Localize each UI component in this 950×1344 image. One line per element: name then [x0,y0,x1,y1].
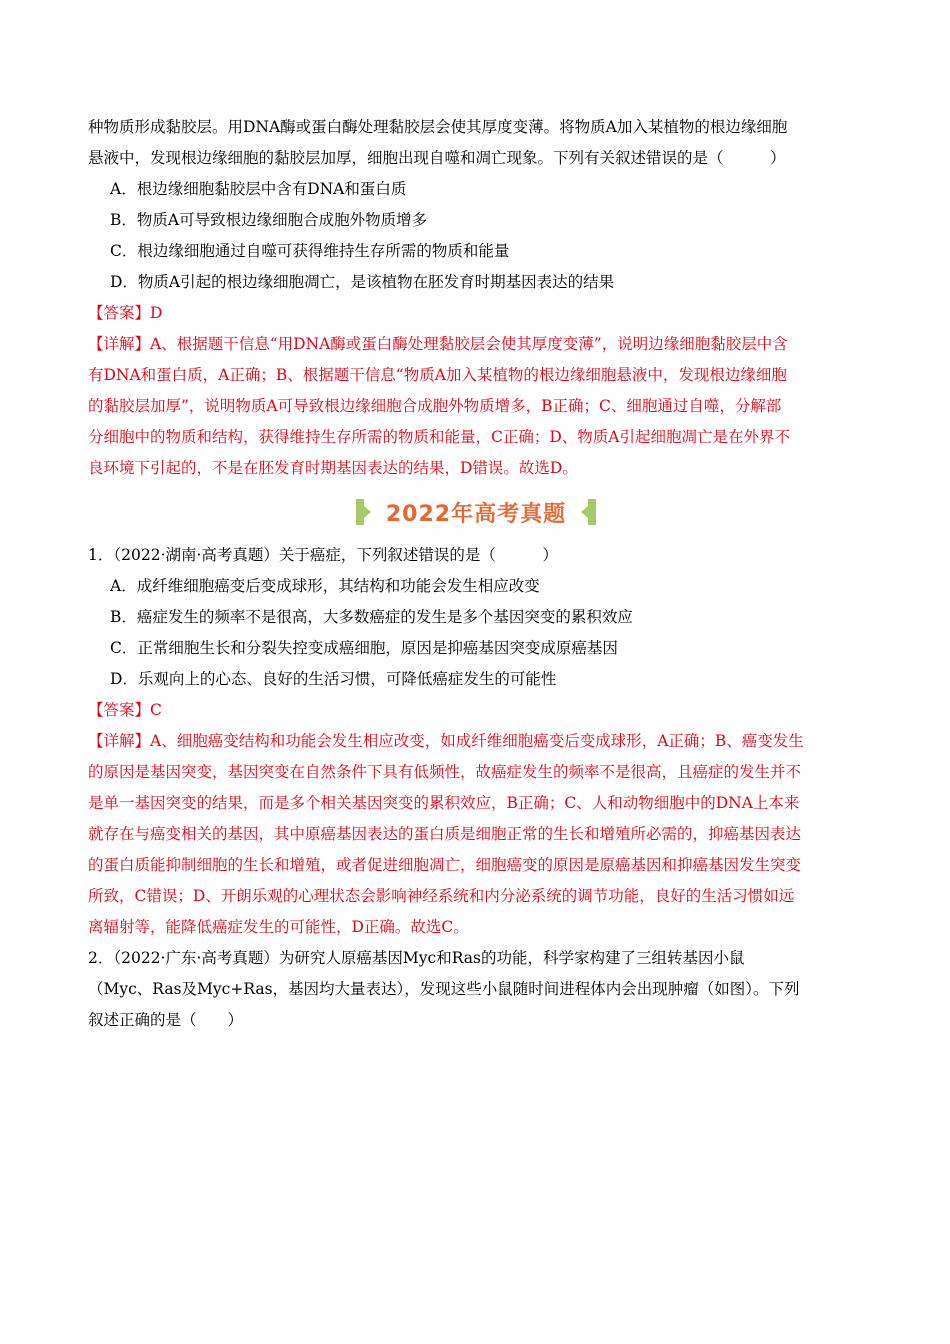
question-stem-line: 叙述正确的是（ ） [88,1011,244,1029]
explanation-line: 是单一基因突变的结果，而是多个相关基因突变的累积效应，B正确；C、人和动物细胞中的DNA上本来 [88,794,800,812]
question-stem-line: 2．（2022·广东·高考真题）为研究人原癌基因Myc和Ras的功能，科学家构建了三组转基因小鼠 [88,949,745,967]
option-a: A．根边缘细胞黏胶层中含有DNA和蛋白质 [110,180,407,198]
question-0 [88,112,864,484]
option-d: D．物质A引起的根边缘细胞凋亡，是该植物在胚发育时期基因表达的结果 [110,273,615,291]
question-stem-line: 种物质形成黏胶层。用DNA酶或蛋白酶处理黏胶层会使其厚度变薄。将物质A加入某植物的根边缘细胞 [88,118,788,136]
explanation-line: 就存在与癌变相关的基因，其中原癌基因表达的蛋白质是细胞正常的生长和增殖所必需的，抑癌基因表达 [88,825,802,843]
explanation-line: 的原因是基因突变，基因突变在自然条件下具有低频性，故癌症发生的频率不是很高，且癌症的发生并不 [88,763,802,781]
question-2 [88,943,864,1036]
explanation-line: 【详解】A、细胞癌变结构和功能会发生相应改变，如成纤维细胞癌变后变成球形，A正确；B、癌变发生 [88,732,804,750]
question-1 [88,540,864,943]
banner-right-ornament-icon [588,499,596,525]
option-c: C．正常细胞生长和分裂失控变成癌细胞，原因是抑癌基因突变成原癌基因 [110,639,618,657]
explanation-line: 分细胞中的物质和结构，获得维持生存所需的物质和能量，C正确；D、物质A引起细胞凋亡是在外界不 [88,428,790,446]
option-b: B．癌症发生的频率不是很高，大多数癌症的发生是多个基因突变的累积效应 [110,608,633,626]
option-b: B．物质A可导致根边缘细胞合成胞外物质增多 [110,211,428,229]
explanation-line: 【详解】A、根据题干信息“用DNA酶或蛋白酶处理黏胶层会使其厚度变薄”，说明边缘细胞黏胶层中含 [88,335,788,353]
question-stem-line: 1．（2022·湖南·高考真题）关于癌症，下列叙述错误的是（ ） [88,546,558,564]
answer: 【答案】D [88,304,163,322]
explanation-line: 的黏胶层加厚”，说明物质A可导致根边缘细胞合成胞外物质增多，B正确；C、细胞通过自噬，分解部 [88,397,782,415]
explanation-line: 的蛋白质能抑制细胞的生长和增殖，或者促进细胞凋亡，细胞癌变的原因是原癌基因和抑癌基因发生突变 [88,856,802,874]
question-stem-line: 悬液中，发现根边缘细胞的黏胶层加厚，细胞出现自噬和凋亡现象。下列有关叙述错误的是（ ） [88,149,786,167]
banner-left-ornament-icon [356,499,364,525]
option-c: C．根边缘细胞通过自噬可获得维持生存所需的物质和能量 [110,242,510,260]
option-a: A．成纤维细胞癌变后变成球形，其结构和功能会发生相应改变 [110,577,540,595]
question-stem-line: （Myc、Ras及Myc+Ras，基因均大量表达），发现这些小鼠随时间进程体内会出现肿瘤（如图）。下列 [88,980,800,998]
explanation-line: 离辐射等，能降低癌症发生的可能性，D正确。故选C。 [88,918,469,936]
explanation-line: 有DNA和蛋白质，A正确；B、根据题干信息“物质A加入某植物的根边缘细胞悬液中，发现根边缘细胞 [88,366,787,384]
option-d: D．乐观向上的心态、良好的生活习惯，可降低癌症发生的可能性 [110,670,557,688]
explanation-line: 所致，C错误；D、开朗乐观的心理状态会影响神经系统和内分泌系统的调节功能，良好的生活习惯如远 [88,887,795,905]
document-page [88,112,864,1036]
section-title: 2022年高考真题 [385,501,567,527]
answer: 【答案】C [88,701,162,719]
explanation-line: 良环境下引起的，不是在胚发育时期基因表达的结果，D错误。故选D。 [88,459,578,477]
section-banner [88,484,864,540]
